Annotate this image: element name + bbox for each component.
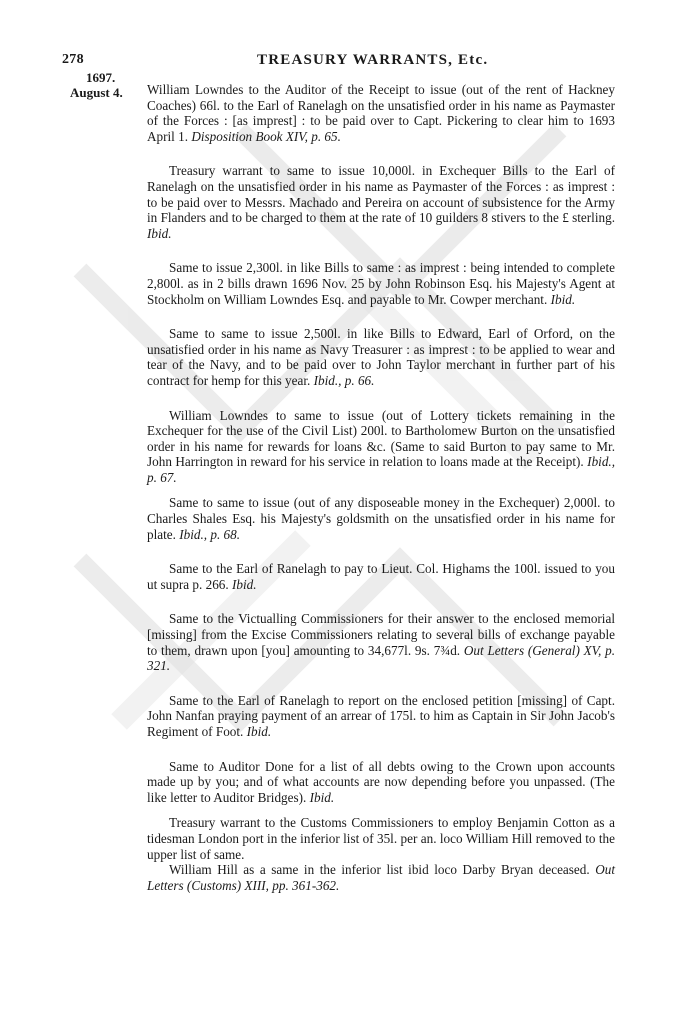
entry-text: Same to the Victualling Commissioners for their answer to the enclosed memorial [missing] from the Excise Commissioners relating to several bills of exchange payable to them, drawn upon [you] amounting to 34,677l. 9s. 7¾d. [147, 611, 615, 658]
document-body [147, 82, 615, 893]
entry-citation: Ibid., p. 67. [147, 454, 616, 485]
entry [147, 693, 615, 740]
entry [147, 759, 615, 806]
entry-citation: Ibid. [231, 576, 257, 592]
entry [147, 260, 615, 307]
margin-year: 1697. [86, 70, 116, 85]
entry-citation: Ibid., p. 68. [179, 526, 241, 542]
entry-citation: Ibid., p. 66. [313, 372, 375, 388]
entry-citation: Ibid. [550, 291, 576, 307]
entry-citation: Ibid. [147, 225, 172, 241]
entry-citation: Out Letters (Customs) XIII, pp. 361-362. [147, 862, 615, 893]
entry [147, 815, 615, 862]
entry-citation: Disposition Book XIV, p. 65. [191, 128, 341, 144]
entry [147, 82, 615, 144]
entry-text: Same to same to issue 2,500l. in like Bills to Edward, Earl of Orford, on the unsatisfied order in his name as Navy Treasurer : as imprest : to be applied to wear and tear of the Navy, and to be paid over to John Taylor merchant in further part of his contract for hemp for this year. [147, 326, 615, 388]
margin-date: August 4. [70, 85, 123, 100]
running-title: TREASURY WARRANTS, Etc. [257, 52, 489, 68]
entry [147, 561, 615, 592]
entry [147, 495, 615, 542]
entry [147, 611, 615, 673]
entry-citation: Ibid. [246, 724, 272, 739]
entry-text: Same to Auditor Done for a list of all debts owing to the Crown upon accounts made up by you; and of what accounts are now depending before you unpassed. (The like letter to Auditor Bridges). [147, 758, 615, 805]
entry-citation: Out Letters (General) XV, p. 321. [147, 642, 616, 674]
entry-text: Same to the Earl of Ranelagh to report on the enclosed petition [missing] of Capt. John Nanfan praying payment of an arrear of 175l. to him as Captain in Sir John Jacob's Regiment of Foot. [147, 692, 615, 739]
entry-text: Treasury warrant to same to issue 10,000l. in Exchequer Bills to the Earl of Ranelagh on the unsatisfied order in his name as Paymaster of the Forces : as imprest : to be paid over to Messrs. Machado and Pereira on account of subsistence for the Army in Flanders and to be charged to them at the rate of 10 guilders 8 stivers to the £ sterling. [147, 163, 615, 226]
entry-text: Same to the Earl of Ranelagh to pay to Lieut. Col. Highams the 100l. issued to you ut supra p. 266. [147, 561, 615, 592]
entry-text: Same to same to issue (out of any disposeable money in the Exchequer) 2,000l. to Charles Shales Esq. his Majesty's goldsmith on the unsatisfied order in his name for plate. [147, 495, 615, 542]
entry-text: Same to issue 2,300l. in like Bills to same : as imprest : being intended to complete 2,800l. as in 2 bills drawn 1696 Nov. 25 by John Robinson Esq. his Majesty's Agent at Stockholm on William Lowndes Esq. and payable to Mr. Cowper merchant. [147, 260, 615, 307]
entry-text: William Lowndes to the Auditor of the Receipt to issue (out of the rent of Hackney Coaches) 66l. to the Earl of Ranelagh on the unsatisfied order in his name as Paymaster of the Forces : [as imprest] : to be paid over to Capt. Pickering to clear him to 1693 April 1. [147, 82, 615, 144]
entry [147, 163, 615, 241]
entry [147, 862, 615, 893]
entry-text: William Lowndes to same to issue (out of Lottery tickets remaining in the Exchequer for the use of the Civil List) 200l. to Bartholomew Burton on the unsatisfied order in his name for rewards for loans &c. (Same to said Burton to pay same to Mr. John Harrington in reward for his service in relation to loans made at the Receipt). [147, 407, 615, 470]
entry [147, 408, 615, 486]
entry-text: Treasury warrant to the Customs Commissioners to employ Benjamin Cotton as a tidesman London port in the inferior list of 35l. per an. loco William Hill removed to the upper list of same. [147, 815, 615, 862]
entry [147, 326, 615, 388]
page-number: 278 [62, 52, 84, 67]
entry-text: William Hill as a same in the inferior list ibid loco Darby Bryan deceased. [169, 862, 590, 878]
page-header [62, 52, 662, 74]
entry-citation: Ibid. [309, 789, 335, 805]
